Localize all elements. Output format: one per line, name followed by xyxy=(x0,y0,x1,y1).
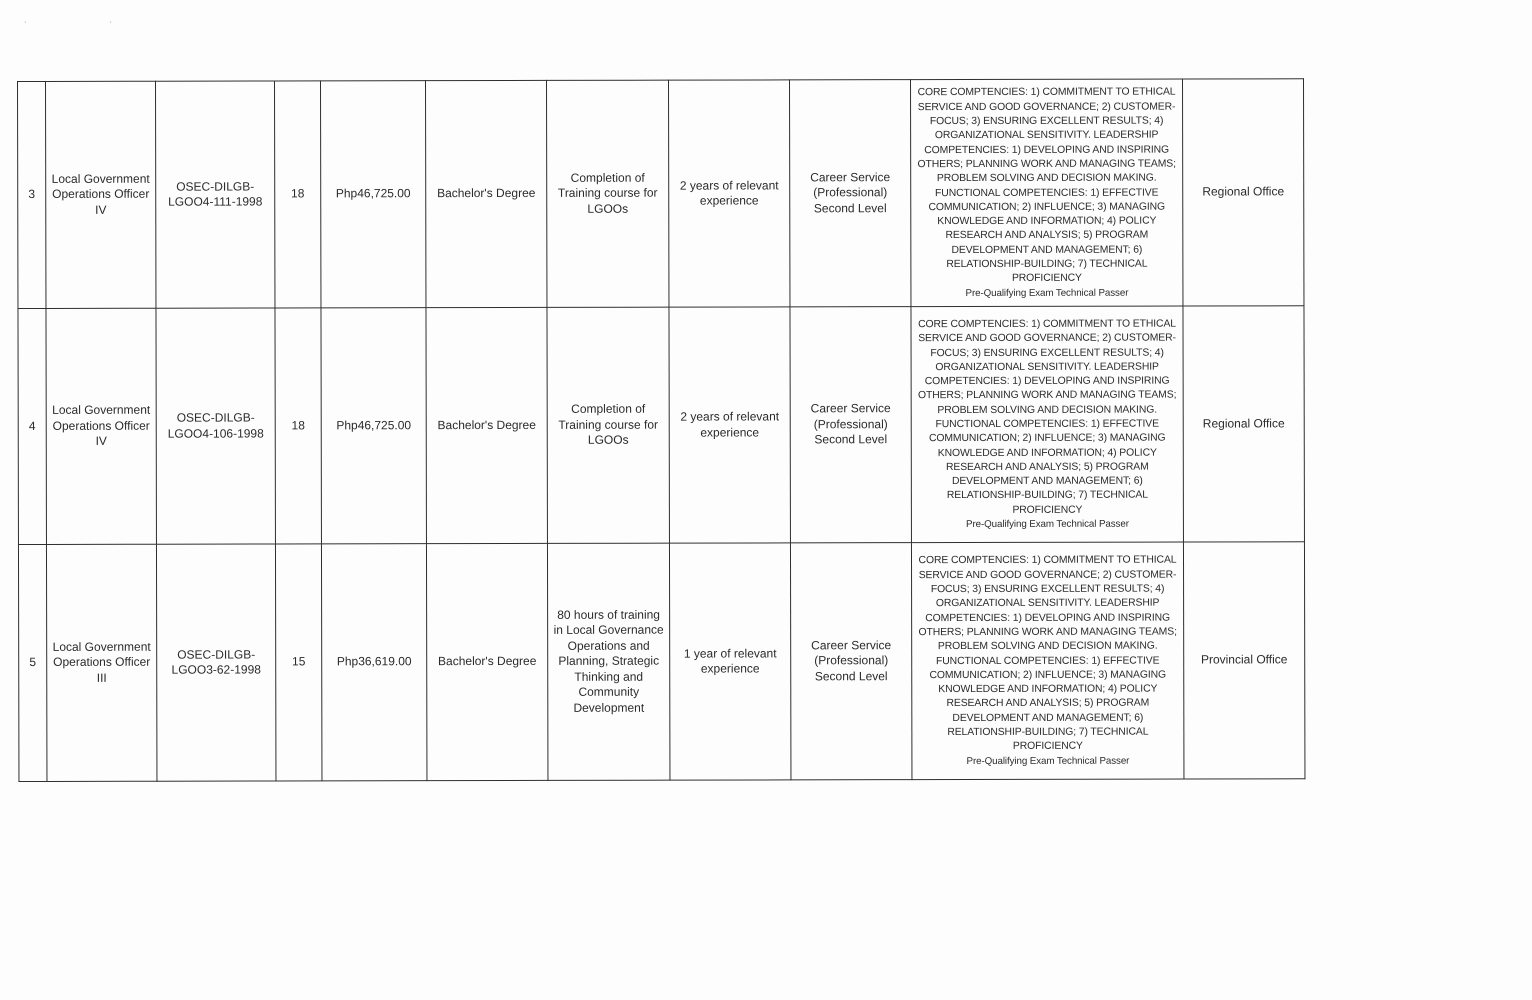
cell-salary-grade: 15 xyxy=(275,544,321,781)
cell-competency xyxy=(911,542,1183,780)
document-page xyxy=(17,78,1304,782)
competency-text: CORE COMPTENCIES: 1) COMMITMENT TO ETHICAL SERVICE AND GOOD GOVERNANCE; 2) CUSTOMER-FOCUS; 3) ENSURING EXCELLENT RESULTS; 4) ORGANIZATIONAL SENSITIVITY. LEADERSHIP COMPETENCIES: 1) DEVELOPING AND INSPIRING OTHERS; PLANNING WORK AND MANAGING TEAMS; PROBLEM SOLVING AND DECISION MAKING. FUNCTIONAL COMPETENCIES: 1) EFFECTIVE COMMUNICATION; 2) INFLUENCE; 3) MANAGING KNOWLEDGE AND INFORMATION; 4) POLICY RESEARCH AND ANALYSIS; 5) PROGRAM DEVELOPMENT AND MANAGEMENT; 6) RELATIONSHIP-BUILDING; 7) TECHNICAL PROFICIENCY xyxy=(917,318,1177,516)
competency-note: Pre-Qualifying Exam Technical Passer xyxy=(965,287,1129,299)
cell-education: Bachelor's Degree xyxy=(426,307,547,543)
cell-no: 3 xyxy=(18,81,46,308)
cell-position: Local Government Operations Officer IV xyxy=(46,308,156,544)
cell-item-no: OSEC-DILGB-LGOO4-106-1998 xyxy=(156,308,275,544)
cell-assignment: Regional Office xyxy=(1183,306,1304,542)
cell-competency xyxy=(911,306,1183,543)
competency-note: Pre-Qualifying Exam Technical Passer xyxy=(966,755,1130,767)
cell-training: 80 hours of training in Local Governance Operations and Planning, Strategic Thinking and Community Development xyxy=(547,543,669,780)
cell-experience: 2 years of relevant experience xyxy=(668,80,789,307)
competency-text: CORE COMPTENCIES: 1) COMMITMENT TO ETHICAL SERVICE AND GOOD GOVERNANCE; 2) CUSTOMER-FOCUS; 3) ENSURING EXCELLENT RESULTS; 4) ORGANIZATIONAL SENSITIVITY. LEADERSHIP COMPETENCIES: 1) DEVELOPING AND INSPIRING OTHERS; PLANNING WORK AND MANAGING TEAMS; PROBLEM SOLVING AND DECISION MAKING. FUNCTIONAL COMPETENCIES: 1) EFFECTIVE COMMUNICATION; 2) INFLUENCE; 3) MANAGING KNOWLEDGE AND INFORMATION; 4) POLICY RESEARCH AND ANALYSIS; 5) PROGRAM DEVELOPMENT AND MANAGEMENT; 6) RELATIONSHIP-BUILDING; 7) TECHNICAL PROFICIENCY xyxy=(918,554,1177,753)
cell-eligibility: Career Service (Professional) Second Level xyxy=(789,80,910,307)
table-row xyxy=(18,79,1304,309)
cell-item-no: OSEC-DILGB-LGOO3-62-1998 xyxy=(156,544,275,781)
cell-position: Local Government Operations Officer III xyxy=(46,544,156,781)
cell-eligibility: Career Service (Professional) Second Level xyxy=(790,543,911,780)
cell-assignment: Provincial Office xyxy=(1183,542,1304,779)
cell-salary-grade: 18 xyxy=(275,81,321,308)
cell-no: 4 xyxy=(18,308,46,544)
cell-salary-grade: 18 xyxy=(275,308,321,544)
cell-monthly-salary: Php36,619.00 xyxy=(321,544,426,781)
cell-education: Bachelor's Degree xyxy=(426,543,547,780)
cell-assignment: Regional Office xyxy=(1182,79,1303,306)
cell-training: Completion of Training course for LGOOs xyxy=(547,307,669,543)
cell-monthly-salary: Php46,725.00 xyxy=(321,308,426,544)
cell-item-no: OSEC-DILGB-LGOO4-111-1998 xyxy=(156,81,275,308)
table-row xyxy=(18,542,1304,782)
cell-education: Bachelor's Degree xyxy=(426,80,547,307)
table-row xyxy=(18,306,1304,545)
cell-competency xyxy=(910,79,1182,307)
scan-artifact: · · xyxy=(24,18,152,27)
cell-position: Local Government Operations Officer IV xyxy=(46,81,156,308)
cell-experience: 1 year of relevant experience xyxy=(669,543,790,780)
cell-eligibility: Career Service (Professional) Second Level xyxy=(790,307,911,543)
cell-no: 5 xyxy=(18,544,46,781)
cell-monthly-salary: Php46,725.00 xyxy=(321,81,426,308)
cell-experience: 2 years of relevant experience xyxy=(669,307,790,543)
competency-text: CORE COMPTENCIES: 1) COMMITMENT TO ETHICAL SERVICE AND GOOD GOVERNANCE; 2) CUSTOMER-FOCUS; 3) ENSURING EXCELLENT RESULTS; 4) ORGANIZATIONAL SENSITIVITY. LEADERSHIP COMPETENCIES: 1) DEVELOPING AND INSPIRING OTHERS; PLANNING WORK AND MANAGING TEAMS; PROBLEM SOLVING AND DECISION MAKING. FUNCTIONAL COMPETENCIES: 1) EFFECTIVE COMMUNICATION; 2) INFLUENCE; 3) MANAGING KNOWLEDGE AND INFORMATION; 4) POLICY RESEARCH AND ANALYSIS; 5) PROGRAM DEVELOPMENT AND MANAGEMENT; 6) RELATIONSHIP-BUILDING; 7) TECHNICAL PROFICIENCY xyxy=(917,86,1176,285)
competency-note: Pre-Qualifying Exam Technical Passer xyxy=(965,518,1129,531)
cell-training: Completion of Training course for LGOOs xyxy=(546,80,668,307)
vacancy-table xyxy=(17,78,1305,782)
